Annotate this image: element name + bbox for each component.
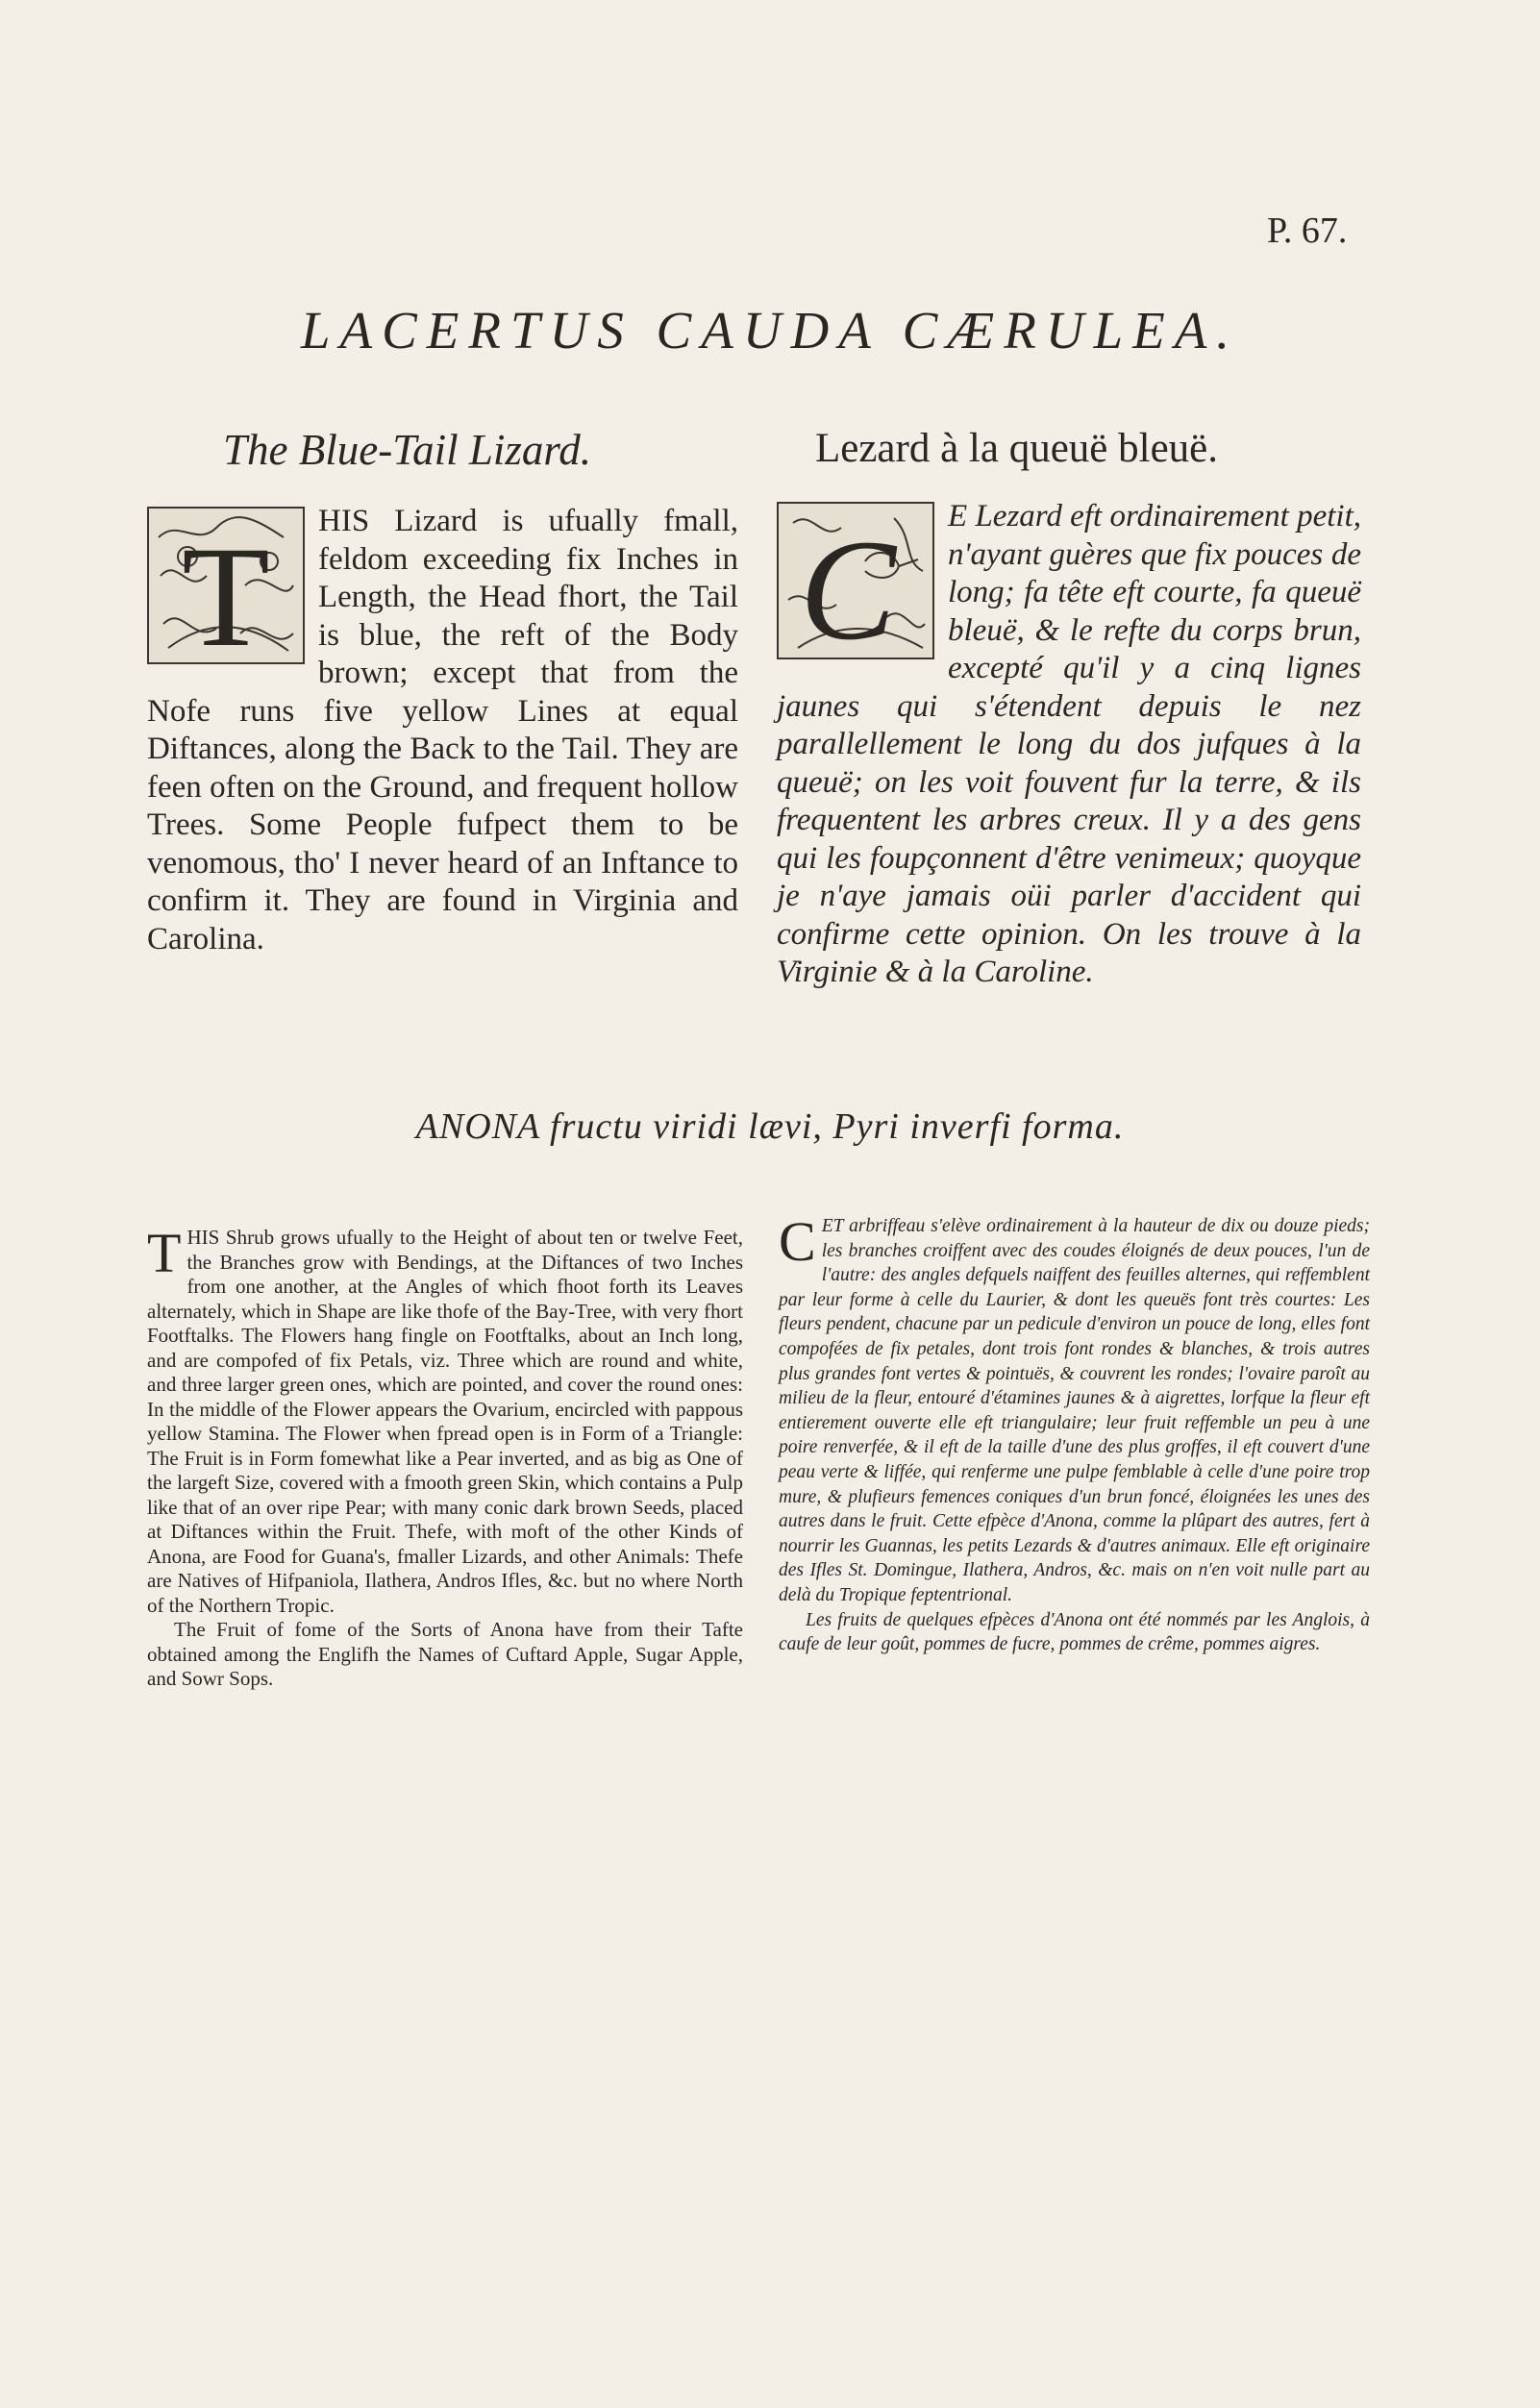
lizard-title: LACERTUS CAUDA CÆRULEA.	[300, 301, 1240, 360]
lizard-french-text-block	[777, 498, 1361, 992]
anona-english-initial: T	[147, 1222, 182, 1284]
anona-french-paragraph-2: Les fruits de quelques efpèces d'Anona ont été nommés par les Anglois, à caufe de leur goût, pommes de fucre, pommes de crême, pommes aigres.	[779, 1609, 1370, 1655]
anona-english-body-1: HIS Shrub grows ufually to the Height of about ten or twelve Feet, the Branches grow with Bendings, at the Diftances of two Inches from one another, at the Angles of which fhoot forth its Leaves alternately, which in Shape are like thofe of the Bay-Tree, with very fhort Footftalks. The Flowers hang fingle on Footftalks, about an Inch long, and are compofed of fix Petals, viz. Three which are round and white, and three larger green ones, which are pointed, and cover the round ones: In the middle of the Flower appears the Ovarium, encircled with pappous yellow Stamina. The Flower when fpread open is in Form of a Triangle: The Fruit is in Form fomewhat like a Pear inverted, and as big as One of the largeft Size, covered with a fmooth green Skin, which contains a Pulp like that of an over ripe Pear; with many conic dark brown Seeds, placed at Diftances within the Fruit. Thefe, with moft of the other Kinds of Anona, are Food for Guana's, fmaller Lizards, and other Animals: Thefe are Natives of Hifpaniola, Ilathera, Andros Ifles, &c. but no where North of the Northern Tropic.	[147, 1226, 743, 1617]
lizard-french-heading: Lezard à la queuë bleuë.	[815, 426, 1218, 471]
page-number: P. 67.	[1267, 211, 1348, 251]
lizard-english-heading: The Blue-Tail Lizard.	[223, 426, 591, 474]
lizard-french-initial: C	[799, 510, 897, 658]
anona-title: ANONA fructu viridi lævi, Pyri inverfi forma.	[415, 1106, 1125, 1147]
decorated-initial-t-icon	[147, 507, 305, 664]
anona-english-paragraph-2: The Fruit of fome of the Sorts of Anona have from their Tafte obtained among the Englifh the Names of Cuftard Apple, Sugar Apple, and Sowr Sops.	[147, 1618, 743, 1690]
anona-english-paragraph-1	[147, 1222, 743, 1618]
anona-english-text-block	[147, 1222, 743, 1692]
decorated-initial-c-icon	[777, 502, 934, 659]
anona-french-initial: C	[779, 1210, 816, 1273]
lizard-english-initial: T	[182, 517, 270, 662]
lizard-english-text-block	[147, 503, 738, 958]
lizard-english-body: HIS Lizard is ufually fmall, feldom exceeding fix Inches in Length, the Head fhort, the Tail is blue, the reft of the Body brown; except that from the Nofe runs five yellow Lines at equal Diftances, along the Back to the Tail. They are feen often on the Ground, and frequent hollow Trees. Some People fufpect them to be venomous, tho' I never heard of an Inftance to confirm it. They are found in Virginia and Carolina.	[147, 504, 738, 956]
anona-french-text-block	[779, 1210, 1370, 1657]
lizard-french-body: E Lezard eft ordinairement petit, n'ayant guères que fix pouces de long; fa tête eft courte, fa queuë bleuë, & le refte du corps brun, excepté qu'il y a cinq lignes jaunes qui s'étendent depuis le nez parallellement le long du dos jufques à la queuë; on les voit fouvent fur la terre, & ils frequentent les arbres creux. Il y a des gens qui les foupçonnent d'être venimeux; quoyque je n'aye jamais oüi parler d'accident qui confirme cette opinion. On les trouve à la Virginie & à la Caroline.	[777, 499, 1361, 989]
anona-french-body-1: ET arbriffeau s'elève ordinairement à la hauteur de dix ou douze pieds; les branches croiffent avec des coudes éloignés de deux pouces, l'un de l'autre: des angles defquels naiffent des feuilles alternes, qui reffemblent par leur forme à celle du Laurier, & dont les queuës font très courtes: Les fleurs pendent, chacune par un pedicule d'environ un pouce de long, elles font compofées de fix petales, dont trois font rondes & blanches, & trois autres plus grandes font vertes & pointuës, & couvrent les rondes; l'ovaire paroît au milieu de la fleur, entouré d'étamines jaunes & à aigrettes, lorfque la fleur eft entierement ouverte elle eft triangulaire; leur fruit reffemble un peu à une poire renverfée, & il eft de la taille d'une des plus groffes, il eft couvert d'une peau verte & liffée, qui renferme une pulpe femblable à celle d'une poire trop mure, & plufieurs femences coniques d'un brun foncé, éloignées les unes des autres dans le fruit. Cette efpèce d'Anona, comme la plûpart des autres, fert à nourrir les Guannas, les petits Lezards & d'autres animaux. Elle eft originaire des Ifles St. Domingue, Ilathera, Andros, &c. mais on n'en voit nulle part au delà du Tropique feptentrional.	[779, 1216, 1370, 1605]
anona-french-paragraph-1	[779, 1210, 1370, 1608]
